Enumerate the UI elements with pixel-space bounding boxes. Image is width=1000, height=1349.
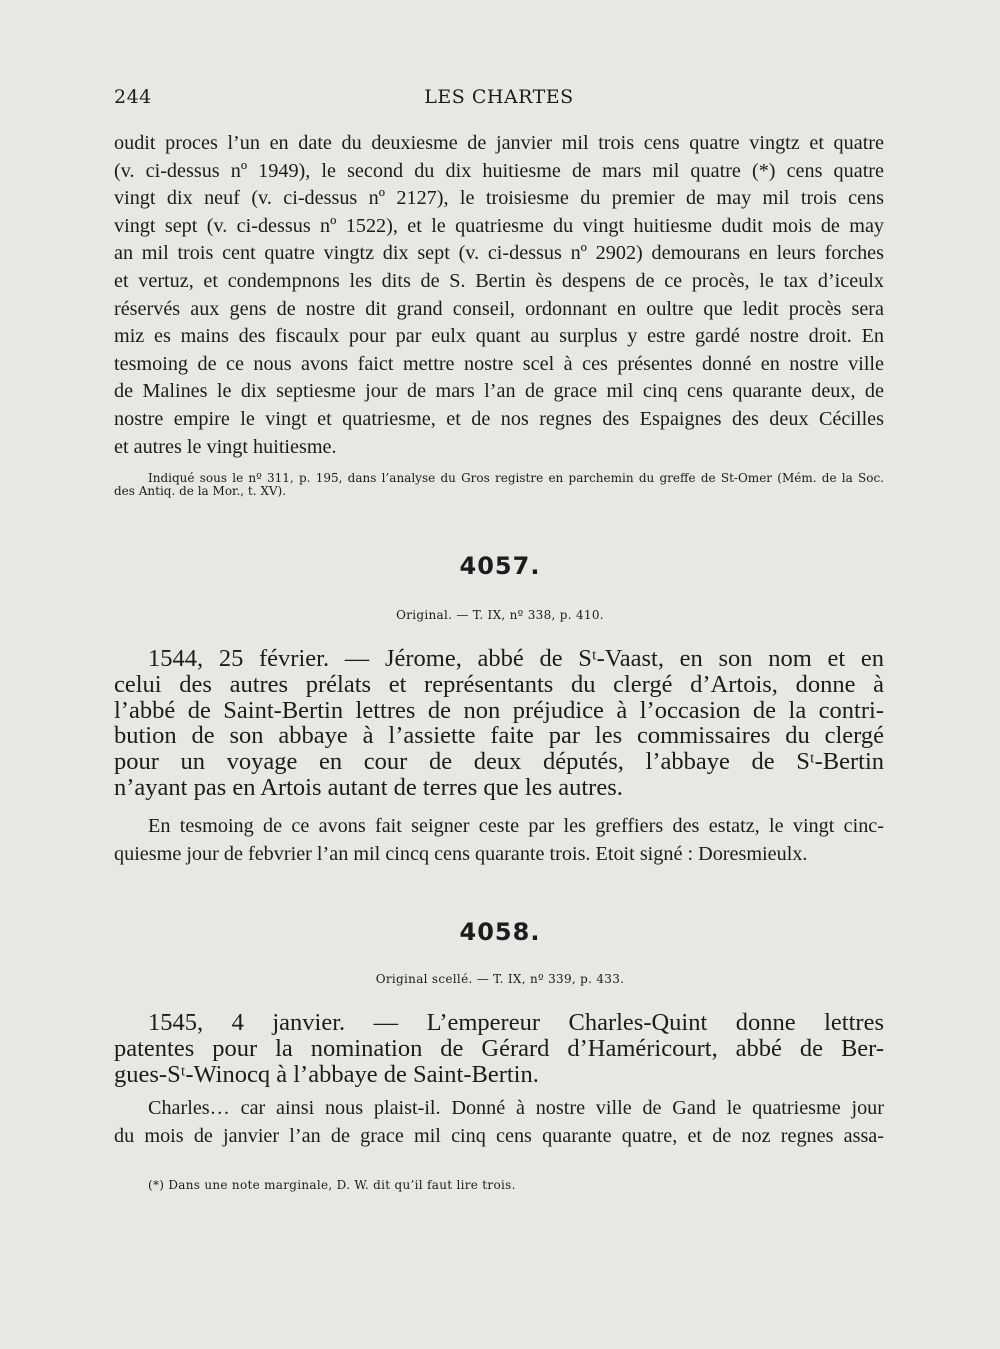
text-line: et vertuz, et condempnons les dits de S. Bertin ès despens de ce procès, le tax d’iceulx (114, 269, 884, 292)
reference-note-line: Indiqué sous le nº 311, p. 195, dans l’analyse du Gros registre en parchemin du greffe de St-Omer (Mém. de la Soc. (148, 471, 884, 485)
text-line: quiesme jour de febvrier l’an mil cincq cens quarante trois. Etoit signé : Doresmieulx. (114, 842, 808, 865)
reference-note-line: des Antiq. de la Mor., t. XV). (114, 483, 287, 498)
text-line: oudit proces l’un en date du deuxiesme de janvier mil trois cens quatre vingtz et quatre (114, 132, 884, 154)
text-line: En tesmoing de ce avons fait seigner ceste par les greffiers des estatz, le vingt cinc- (148, 815, 884, 837)
text-line: tesmoing de ce nous avons faict mettre nostre scel à ces présentes donné en nostre ville (114, 352, 884, 375)
text-line: vingt sept (v. ci-dessus nº 1522), et le quatriesme du vingt huitiesme dudit mois de may (114, 214, 884, 237)
text-line: an mil trois cent quatre vingtz dix sept (v. ci-dessus nº 2902) demourans en leurs forches (114, 242, 884, 265)
summary-line: 1544, 25 février. — Jérome, abbé de Sᵗ-Vaast, en son nom et en (148, 645, 884, 672)
text-line: de Malines le dix septiesme jour de mars l’an de grace mil cinq cens quarante deux, de (114, 380, 884, 403)
summary-line: celui des autres prélats et représentants du clergé d’Artois, donne à (114, 670, 884, 698)
entry-number-4058: 4058. (459, 918, 541, 946)
entry-text-4057 (114, 813, 884, 868)
text-line: nostre empire le vingt et quatriesme, et de nos regnes des Espaignes des deux Cécilles (114, 407, 884, 430)
page-number: 244 (114, 86, 152, 108)
reference-note (114, 472, 884, 497)
text-line: réservés aux gens de nostre dit grand conseil, ordonnant en oultre que ledit procès sera (114, 297, 884, 320)
summary-line: 1545, 4 janvier. — L’empereur Charles-Quint donne lettres (148, 1009, 884, 1036)
running-title: LES CHARTES (424, 86, 574, 108)
entry-summary-4057 (114, 646, 884, 801)
text-line: (v. ci-dessus nº 1949), le second du dix huitiesme de mars mil quatre (*) cens quatre (114, 159, 884, 182)
summary-line: l’abbé de Saint-Bertin lettres de non préjudice à l’occasion de la contri- (114, 696, 884, 724)
summary-line: gues-Sᵗ-Winocq à l’abbaye de Saint-Bertin. (114, 1060, 539, 1088)
summary-line: patentes pour la nomination de Gérard d’Haméricourt, abbé de Ber- (114, 1034, 884, 1062)
summary-line: bution de son abbaye à l’assiette faite par les commissaires du clergé (114, 722, 884, 750)
bottom-footnote: (*) Dans une note marginale, D. W. dit qu’il faut lire trois. (148, 1178, 516, 1192)
text-line: miz es mains des fiscaulx pour par eulx quant au surplus y estre gardé nostre droit. En (114, 325, 884, 348)
entry-source-4057: Original. — T. IX, nº 338, p. 410. (396, 608, 604, 622)
summary-line: n’ayant pas en Artois autant de terres que les autres. (114, 773, 623, 801)
page-header (114, 86, 884, 116)
text-line: Charles… car ainsi nous plaist-il. Donné à nostre ville de Gand le quatriesme jour (148, 1097, 884, 1119)
entry-text-4058 (114, 1095, 884, 1150)
text-line: et autres le vingt huitiesme. (114, 435, 337, 458)
summary-line: pour un voyage en cour de deux députés, l’abbaye de Sᵗ-Bertin (114, 748, 884, 776)
entry-summary-4058 (114, 1010, 884, 1087)
entry-source-4058: Original scellé. — T. IX, nº 339, p. 433. (375, 972, 625, 986)
text-line: vingt dix neuf (v. ci-dessus nº 2127), le troisiesme du premier de may mil trois cens (114, 187, 884, 210)
continuation-text (114, 130, 884, 461)
entry-number-4057: 4057. (459, 552, 541, 580)
text-line: du mois de janvier l’an de grace mil cinq cens quarante quatre, et de noz regnes assa- (114, 1124, 884, 1147)
